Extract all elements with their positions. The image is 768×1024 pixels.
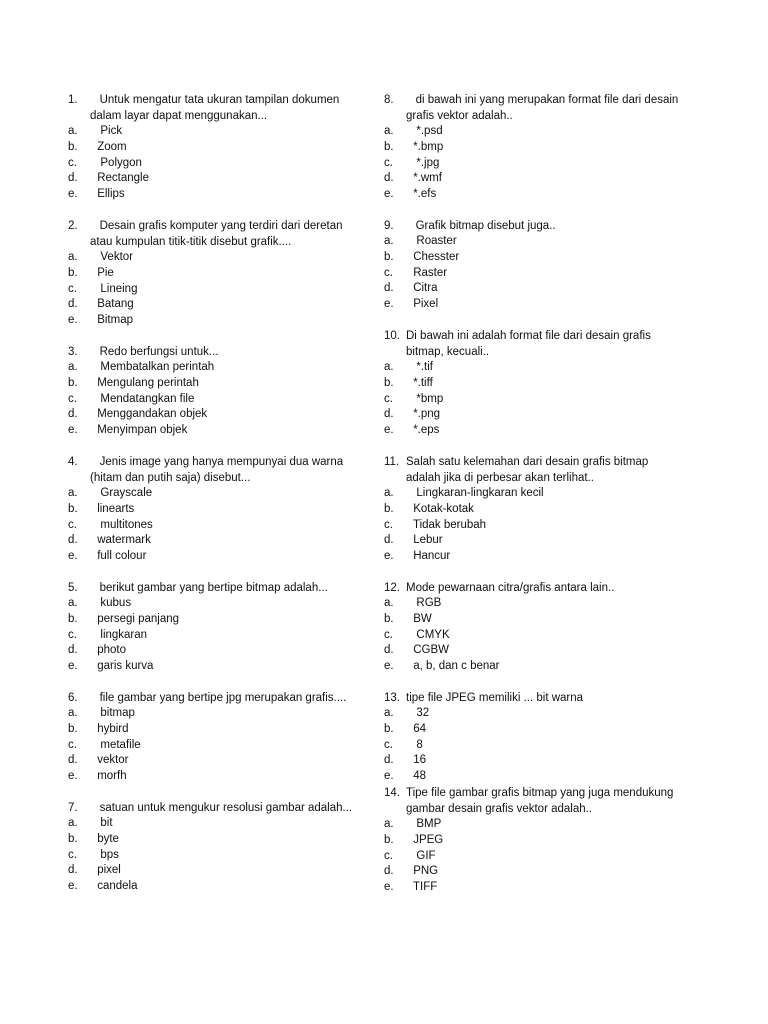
option-e xyxy=(384,423,684,439)
option-letter: b. xyxy=(384,140,394,153)
option-c xyxy=(384,392,684,408)
option-e xyxy=(68,313,368,329)
option-e xyxy=(68,187,368,203)
option-e xyxy=(68,549,368,565)
option-d xyxy=(68,171,368,187)
question-number: 14. xyxy=(384,786,400,799)
option-text: linearts xyxy=(94,502,135,515)
option-c xyxy=(68,738,368,754)
option-text: Roaster xyxy=(410,234,457,247)
option-e xyxy=(384,880,684,896)
option-e xyxy=(384,297,684,313)
option-text: Vektor xyxy=(94,250,133,263)
question-4 xyxy=(68,454,368,565)
option-text: bit xyxy=(94,816,113,829)
option-letter: c. xyxy=(68,392,77,405)
option-letter: e. xyxy=(384,188,394,201)
option-a xyxy=(68,360,368,376)
option-text: hybird xyxy=(94,722,129,735)
option-d xyxy=(68,863,368,879)
option-text: watermark xyxy=(94,534,151,547)
option-c xyxy=(384,849,684,865)
option-a xyxy=(384,360,684,376)
option-text: Polygon xyxy=(94,156,142,169)
option-letter: d. xyxy=(384,282,394,295)
option-text: Batang xyxy=(94,298,134,311)
option-letter: b. xyxy=(68,612,78,625)
option-d xyxy=(68,643,368,659)
option-text: Ellips xyxy=(94,188,125,201)
option-e xyxy=(384,769,684,785)
question-3 xyxy=(68,344,368,439)
option-a xyxy=(384,817,684,833)
question-stem xyxy=(68,92,368,124)
option-letter: d. xyxy=(68,644,78,657)
question-text: Untuk mengatur tata ukuran tampilan dokumen dalam layar dapat menggunakan... xyxy=(90,94,343,122)
option-b xyxy=(384,612,684,628)
option-c xyxy=(68,282,368,298)
option-letter: e. xyxy=(384,660,394,673)
option-text: persegi panjang xyxy=(94,612,180,625)
option-text: garis kurva xyxy=(94,660,154,673)
option-letter: e. xyxy=(68,770,78,783)
option-d xyxy=(384,171,684,187)
option-text: Lingkaran-lingkaran kecil xyxy=(410,486,544,499)
option-text: byte xyxy=(94,832,119,845)
question-number: 13. xyxy=(384,691,400,704)
option-text: candela xyxy=(94,880,138,893)
option-text: *.bmp xyxy=(410,140,444,153)
option-c xyxy=(384,738,684,754)
option-text: kubus xyxy=(94,596,132,609)
option-letter: d. xyxy=(384,534,394,547)
option-a xyxy=(68,596,368,612)
option-text: BW xyxy=(410,612,432,625)
option-text: metafile xyxy=(94,738,141,751)
question-text: satuan untuk mengukur resolusi gambar adalah... xyxy=(90,801,353,814)
question-number: 10. xyxy=(384,329,400,342)
option-letter: e. xyxy=(68,424,78,437)
option-letter: b. xyxy=(384,612,394,625)
question-text: Grafik bitmap disebut juga.. xyxy=(406,219,556,232)
option-d xyxy=(68,533,368,549)
option-text: Hancur xyxy=(410,550,451,563)
question-stem xyxy=(68,800,368,816)
option-text: Lebur xyxy=(410,534,443,547)
question-number: 1. xyxy=(68,94,78,106)
option-text: a, b, dan c benar xyxy=(410,660,500,673)
option-letter: a. xyxy=(68,486,78,499)
question-5 xyxy=(68,580,368,675)
question-stem xyxy=(384,580,684,596)
option-text: lingkaran xyxy=(94,628,148,641)
question-number: 5. xyxy=(68,581,78,594)
option-letter: c. xyxy=(68,156,77,169)
option-a xyxy=(68,486,368,502)
option-b xyxy=(68,266,368,282)
option-letter: d. xyxy=(68,408,78,421)
option-letter: b. xyxy=(68,266,78,279)
option-letter: b. xyxy=(384,376,394,389)
option-letter: d. xyxy=(384,865,394,878)
option-letter: a. xyxy=(384,234,394,247)
question-9 xyxy=(384,218,684,313)
question-stem xyxy=(384,690,684,706)
option-text: Menggandakan objek xyxy=(94,408,208,421)
option-text: Pick xyxy=(94,125,123,137)
option-e xyxy=(384,659,684,675)
option-text: *.efs xyxy=(410,188,437,201)
option-text: *bmp xyxy=(410,392,444,405)
option-text: RGB xyxy=(410,596,442,609)
question-text: Mode pewarnaan citra/grafis antara lain.. xyxy=(406,581,615,594)
option-letter: c. xyxy=(384,518,393,531)
question-number: 3. xyxy=(68,345,78,358)
question-text: tipe file JPEG memiliki ... bit warna xyxy=(406,691,584,704)
option-letter: e. xyxy=(68,188,78,201)
option-letter: c. xyxy=(68,282,77,295)
option-letter: d. xyxy=(384,644,394,657)
option-c xyxy=(68,848,368,864)
question-14 xyxy=(384,785,684,896)
option-letter: c. xyxy=(68,738,77,751)
option-text: Kotak-kotak xyxy=(410,502,474,515)
option-letter: e. xyxy=(68,314,78,327)
option-c xyxy=(68,392,368,408)
option-text: Grayscale xyxy=(94,486,153,499)
option-letter: e. xyxy=(68,550,78,563)
question-stem xyxy=(68,580,368,596)
option-b xyxy=(68,140,368,156)
question-stem xyxy=(68,690,368,706)
option-text: Membatalkan perintah xyxy=(94,360,215,373)
option-letter: b. xyxy=(384,250,394,263)
question-stem xyxy=(384,785,684,817)
option-letter: d. xyxy=(384,754,394,767)
option-d xyxy=(384,864,684,880)
option-b xyxy=(384,722,684,738)
option-d xyxy=(384,643,684,659)
option-letter: a. xyxy=(68,125,78,137)
option-letter: e. xyxy=(68,880,78,893)
option-letter: a. xyxy=(384,486,394,499)
question-number: 6. xyxy=(68,691,78,704)
option-text: 48 xyxy=(410,770,426,783)
question-text: Di bawah ini adalah format file dari desain grafis bitmap, kecuali.. xyxy=(406,329,655,358)
option-letter: b. xyxy=(68,140,78,153)
question-stem xyxy=(68,454,368,486)
question-number: 12. xyxy=(384,581,400,594)
option-c xyxy=(384,266,684,282)
option-text: Zoom xyxy=(94,140,127,153)
option-a xyxy=(384,486,684,502)
option-b xyxy=(384,140,684,156)
question-13 xyxy=(384,690,684,785)
option-text: full colour xyxy=(94,550,147,563)
option-d xyxy=(68,407,368,423)
option-d xyxy=(384,533,684,549)
question-text: Desain grafis komputer yang terdiri dari deretan atau kumpulan titik-titik disebut grafik.... xyxy=(90,219,346,248)
option-letter: a. xyxy=(384,596,394,609)
option-text: *.wmf xyxy=(410,172,442,185)
option-e xyxy=(68,769,368,785)
option-letter: e. xyxy=(384,298,394,311)
question-10 xyxy=(384,328,684,439)
question-number: 4. xyxy=(68,455,78,468)
option-text: GIF xyxy=(410,849,436,862)
option-text: pixel xyxy=(94,864,121,877)
question-stem xyxy=(384,92,684,124)
option-a xyxy=(384,706,684,722)
question-stem xyxy=(68,344,368,360)
option-text: TIFF xyxy=(410,881,438,894)
option-letter: a. xyxy=(384,817,394,830)
option-text: Lineing xyxy=(94,282,138,295)
option-text: Rectangle xyxy=(94,172,149,185)
option-e xyxy=(384,549,684,565)
option-d xyxy=(384,753,684,769)
option-d xyxy=(384,281,684,297)
option-text: Pixel xyxy=(410,298,439,311)
question-2 xyxy=(68,218,368,329)
option-letter: c. xyxy=(68,518,77,531)
option-letter: b. xyxy=(68,722,78,735)
right-column xyxy=(384,92,684,911)
question-11 xyxy=(384,454,684,565)
option-letter: a. xyxy=(384,706,394,719)
option-e xyxy=(384,187,684,203)
option-b xyxy=(384,376,684,392)
option-text: *.jpg xyxy=(410,156,440,169)
option-text: Tidak berubah xyxy=(410,518,487,531)
question-number: 2. xyxy=(68,219,78,232)
option-letter: e. xyxy=(68,660,78,673)
option-letter: d. xyxy=(384,172,394,185)
option-d xyxy=(68,297,368,313)
question-12 xyxy=(384,580,684,675)
question-stem xyxy=(384,218,684,234)
option-letter: e. xyxy=(384,550,394,563)
option-b xyxy=(68,376,368,392)
option-letter: a. xyxy=(68,706,78,719)
question-number: 9. xyxy=(384,219,394,232)
option-letter: c. xyxy=(384,738,393,751)
option-letter: c. xyxy=(384,849,393,862)
option-text: Menyimpan objek xyxy=(94,424,188,437)
option-a xyxy=(68,706,368,722)
option-letter: a. xyxy=(68,360,78,373)
question-number: 11. xyxy=(384,455,400,468)
option-c xyxy=(68,156,368,172)
option-b xyxy=(68,722,368,738)
option-text: Citra xyxy=(410,282,438,295)
option-letter: b. xyxy=(68,502,78,515)
option-text: BMP xyxy=(410,817,442,830)
option-c xyxy=(68,628,368,644)
option-text: 32 xyxy=(410,706,430,719)
option-text: Raster xyxy=(410,266,448,279)
option-letter: d. xyxy=(68,534,78,547)
option-e xyxy=(68,423,368,439)
option-text: multitones xyxy=(94,518,153,531)
question-stem xyxy=(68,218,368,250)
option-letter: d. xyxy=(68,864,78,877)
option-text: vektor xyxy=(94,754,129,767)
question-text: Redo berfungsi untuk... xyxy=(90,345,219,358)
option-text: bitmap xyxy=(94,706,135,719)
option-text: 64 xyxy=(410,722,426,735)
option-b xyxy=(68,832,368,848)
option-letter: a. xyxy=(68,250,78,263)
left-column xyxy=(68,92,368,910)
option-b xyxy=(68,612,368,628)
option-letter: c. xyxy=(68,628,77,641)
option-letter: a. xyxy=(384,125,394,137)
option-b xyxy=(68,502,368,518)
option-text: PNG xyxy=(410,865,439,878)
option-d xyxy=(68,753,368,769)
option-letter: c. xyxy=(384,266,393,279)
option-letter: d. xyxy=(68,754,78,767)
option-text: Bitmap xyxy=(94,314,133,327)
question-6 xyxy=(68,690,368,785)
option-letter: b. xyxy=(384,722,394,735)
option-e xyxy=(68,659,368,675)
question-text: Tipe file gambar grafis bitmap yang juga mendukung gambar desain grafis vektor adalah.. xyxy=(406,786,677,815)
option-text: 8 xyxy=(410,738,423,751)
option-text: Mendatangkan file xyxy=(94,392,195,405)
option-a xyxy=(384,234,684,250)
option-b xyxy=(384,250,684,266)
option-letter: d. xyxy=(68,172,78,185)
option-a xyxy=(384,596,684,612)
option-text: *.tiff xyxy=(410,376,433,389)
option-letter: e. xyxy=(384,770,394,783)
option-a xyxy=(384,124,684,140)
option-letter: c. xyxy=(384,156,393,169)
option-text: bps xyxy=(94,848,119,861)
option-b xyxy=(384,833,684,849)
option-a xyxy=(68,250,368,266)
option-text: *.png xyxy=(410,408,441,421)
option-text: Mengulang perintah xyxy=(94,376,199,389)
option-text: CMYK xyxy=(410,628,450,641)
option-letter: e. xyxy=(384,881,394,894)
option-letter: a. xyxy=(68,596,78,609)
question-stem xyxy=(384,328,684,360)
question-7 xyxy=(68,800,368,895)
option-letter: b. xyxy=(68,832,78,845)
question-text: Jenis image yang hanya mempunyai dua warna (hitam dan putih saja) disebut... xyxy=(90,455,347,484)
option-c xyxy=(384,518,684,534)
option-a xyxy=(68,124,368,140)
option-text: morfh xyxy=(94,770,127,783)
option-c xyxy=(384,628,684,644)
option-text: 16 xyxy=(410,754,426,767)
option-letter: a. xyxy=(68,816,78,829)
option-b xyxy=(384,502,684,518)
option-letter: b. xyxy=(384,833,394,846)
option-a xyxy=(68,816,368,832)
option-e xyxy=(68,879,368,895)
option-letter: b. xyxy=(68,376,78,389)
option-text: photo xyxy=(94,644,126,657)
option-letter: e. xyxy=(384,424,394,437)
question-text: berikut gambar yang bertipe bitmap adalah... xyxy=(90,581,328,594)
option-text: Chesster xyxy=(410,250,460,263)
option-text: JPEG xyxy=(410,833,444,846)
option-letter: c. xyxy=(384,628,393,641)
option-letter: d. xyxy=(384,408,394,421)
option-letter: c. xyxy=(384,392,393,405)
option-letter: b. xyxy=(384,502,394,515)
question-number: 8. xyxy=(384,94,394,106)
question-stem xyxy=(384,454,684,486)
option-text: *.psd xyxy=(410,125,443,137)
question-text: file gambar yang bertipe jpg merupakan grafis.... xyxy=(90,691,347,704)
option-c xyxy=(68,518,368,534)
option-d xyxy=(384,407,684,423)
option-c xyxy=(384,156,684,172)
question-number: 7. xyxy=(68,801,78,814)
option-text: *.eps xyxy=(410,424,440,437)
option-letter: a. xyxy=(384,360,394,373)
option-text: CGBW xyxy=(410,644,449,657)
option-text: *.tif xyxy=(410,360,434,373)
question-text: Salah satu kelemahan dari desain grafis bitmap adalah jika di perbesar akan terlihat.. xyxy=(406,455,652,484)
question-text: di bawah ini yang merupakan format file dari desain grafis vektor adalah.. xyxy=(406,94,682,122)
option-letter: d. xyxy=(68,298,78,311)
option-text: Pie xyxy=(94,266,114,279)
question-8 xyxy=(384,92,684,203)
option-letter: c. xyxy=(68,848,77,861)
question-1 xyxy=(68,92,368,203)
